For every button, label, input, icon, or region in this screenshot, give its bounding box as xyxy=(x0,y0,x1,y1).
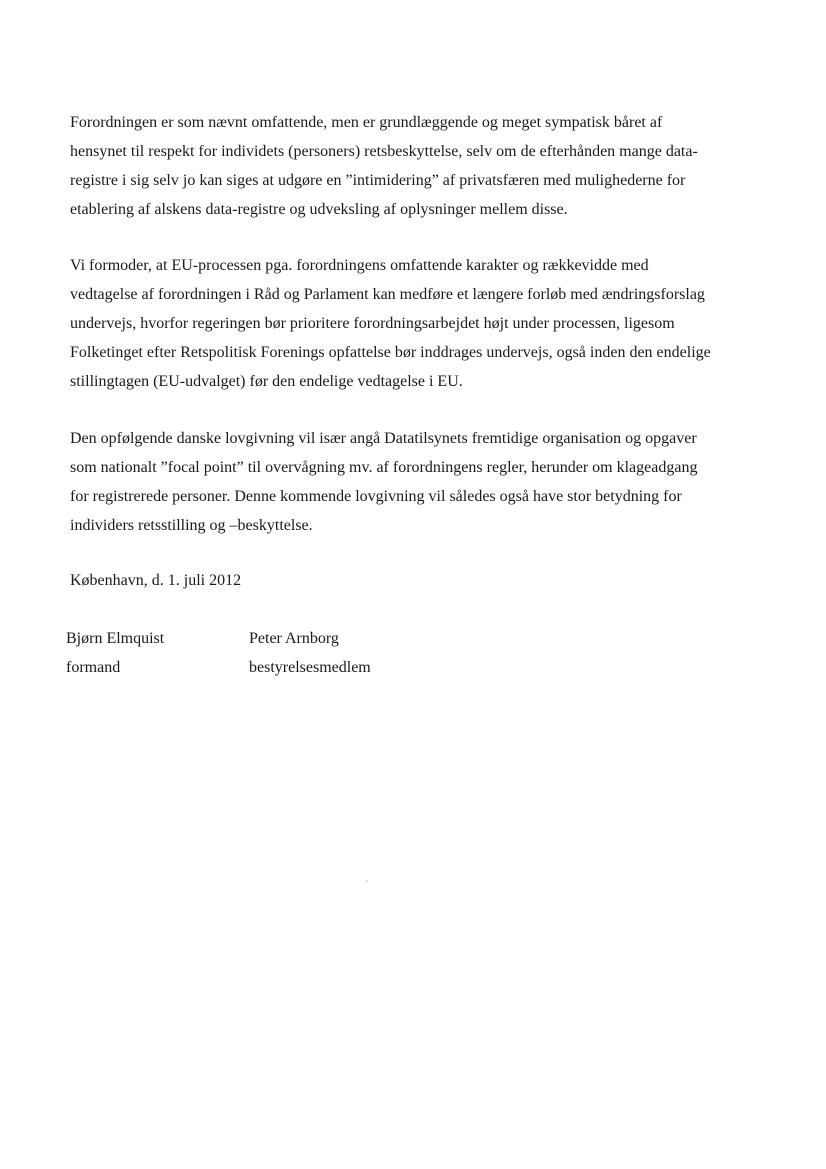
text-line: Den opfølgende danske lovgivning vil især angå Datatilsynets fremtidige organisation og opgaver xyxy=(70,430,697,447)
scan-speck xyxy=(366,880,368,882)
paragraph-regulation-scope xyxy=(70,108,770,224)
signatory-name: Peter Arnborg xyxy=(249,630,339,647)
text-line: stillingtagen (EU-udvalget) før den endelige vedtagelse i EU. xyxy=(70,373,463,390)
text-line: registre i sig selv jo kan siges at udgøre en ”intimidering” af privatsfæren med mulighederne for xyxy=(70,172,686,189)
place-and-date: København, d. 1. juli 2012 xyxy=(70,572,242,589)
text-line: som nationalt ”focal point” til overvågning mv. af forordningens regler, herunder om klageadgang xyxy=(70,459,698,476)
paragraph-danish-legislation xyxy=(70,424,770,540)
text-line: etablering af alskens data-registre og udveksling af oplysninger mellem disse. xyxy=(70,201,568,218)
text-line: vedtagelse af forordningen i Råd og Parlament kan medføre et længere forløb med ændringsforslag xyxy=(70,286,705,303)
signatory-chairman xyxy=(66,624,164,682)
text-line: Vi formoder, at EU-processen pga. forordningens omfattende karakter og rækkevidde med xyxy=(70,257,649,274)
text-line: Folketinget efter Retspolitisk Forenings opfattelse bør inddrages undervejs, også inden den endelige xyxy=(70,344,711,361)
paragraph-eu-process xyxy=(70,251,770,396)
signatory-title: bestyrelsesmedlem xyxy=(249,659,371,676)
text-line: Forordningen er som nævnt omfattende, men er grundlæggende og meget sympatisk båret af xyxy=(70,114,663,131)
text-line: undervejs, hvorfor regeringen bør prioritere forordningsarbejdet højt under processen, ligesom xyxy=(70,315,675,332)
text-line: individers retsstilling og –beskyttelse. xyxy=(70,517,313,534)
text-line: hensynet til respekt for individets (personers) retsbeskyttelse, selv om de efterhånden mange data- xyxy=(70,143,698,160)
signatory-title: formand xyxy=(66,659,121,676)
signatory-name: Bjørn Elmquist xyxy=(66,630,165,647)
text-line: for registrerede personer. Denne kommende lovgivning vil således også have stor betydning for xyxy=(70,488,682,505)
signatory-board-member xyxy=(249,624,371,682)
